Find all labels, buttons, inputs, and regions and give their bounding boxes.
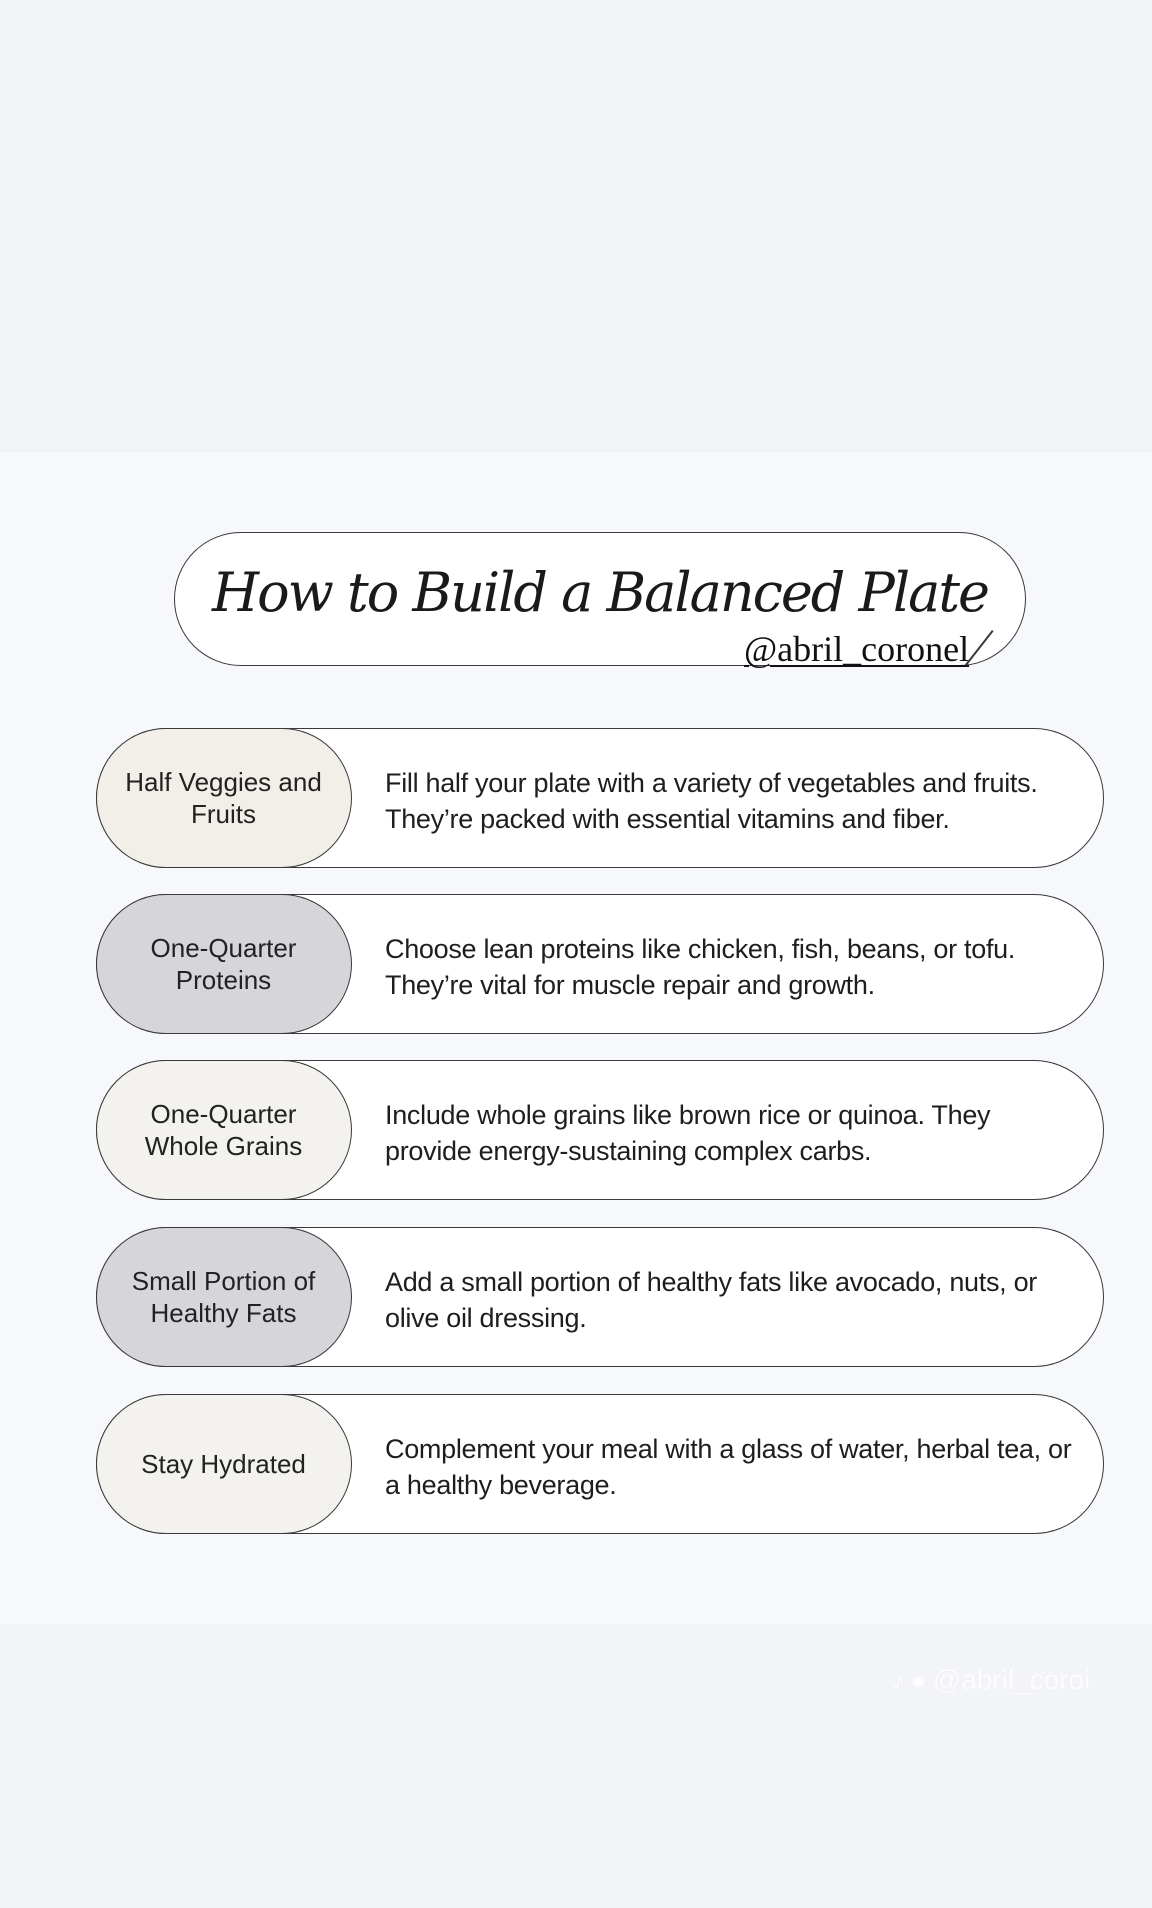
list-item-veggies [96,728,1104,868]
row-label: Stay Hydrated [141,1448,306,1479]
row-label: Small Portion of Healthy Fats [131,1265,316,1328]
row-label-pill [96,1394,352,1534]
tiktok-watermark [892,1662,1090,1698]
row-label-pill [96,894,352,1034]
row-label: One-Quarter Proteins [150,932,297,995]
list-item-proteins [96,894,1104,1034]
list-item-hydration [96,1394,1104,1534]
user-icon: ● [911,1665,927,1695]
row-description: Fill half your plate with a variety of vegetables and fruits. They’re packed with essential vitamins and fiber. [385,768,1038,834]
row-description: Choose lean proteins like chicken, fish, beans, or tofu. They’re vital for muscle repair and growth. [385,934,1016,1000]
page-title: How to Build a Balanced Plate [212,561,988,624]
row-label-pill [96,728,352,868]
list-item-fats [96,1227,1104,1367]
list-item-grains [96,1060,1104,1200]
row-label-pill [96,1227,352,1367]
tiktok-icon: ♪ [892,1665,905,1695]
watermark-handle: @abril_coroi [932,1664,1091,1695]
author-handle: @abril_coronel [744,629,970,669]
top-background [0,0,1152,452]
row-description: Add a small portion of healthy fats like avocado, nuts, or olive oil dressing. [385,1267,1037,1333]
row-label: One-Quarter Whole Grains [144,1098,303,1161]
row-description: Complement your meal with a glass of water, herbal tea, or a healthy beverage. [385,1434,1072,1500]
row-description: Include whole grains like brown rice or quinoa. They provide energy-sustaining complex carbs. [385,1100,991,1166]
row-label-pill [96,1060,352,1200]
row-label: Half Veggies and Fruits [125,766,322,829]
